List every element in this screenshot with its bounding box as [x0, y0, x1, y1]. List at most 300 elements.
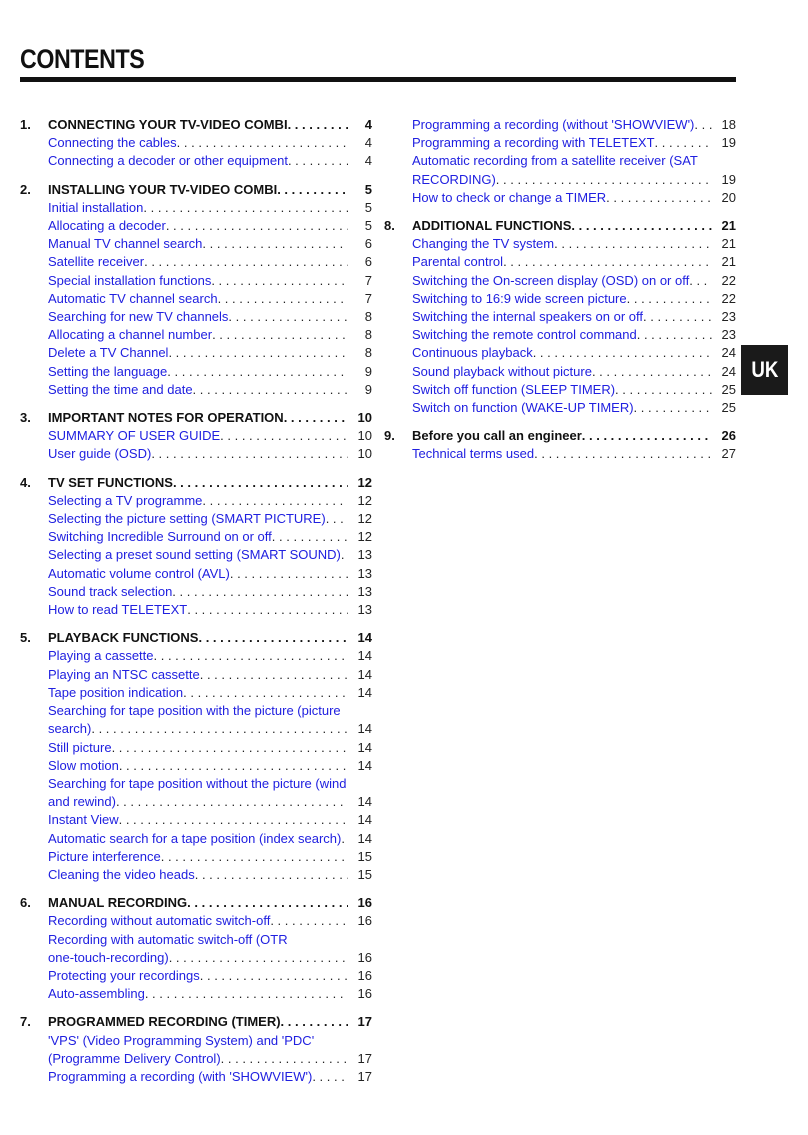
entry-text: [48, 510, 348, 528]
entry-text: [48, 308, 348, 326]
entry-text: [48, 931, 348, 949]
dot-leader: [655, 134, 712, 152]
entry-label: Continuous playback: [412, 345, 533, 361]
entry-text: [48, 565, 348, 583]
toc-entry-line1[interactable]: [384, 152, 736, 170]
toc-entry[interactable]: [384, 290, 736, 308]
entry-text: [48, 409, 348, 427]
entry-label: Setting the time and date: [48, 381, 193, 397]
entry-label: Searching for new TV channels: [48, 309, 229, 325]
dot-leader: [212, 326, 348, 344]
entry-text: [48, 546, 348, 564]
toc-entry[interactable]: [20, 152, 372, 170]
section-number: 1.: [20, 117, 31, 132]
toc-entry[interactable]: [20, 308, 372, 326]
section-heading[interactable]: [20, 181, 372, 199]
entry-label: Special installation functions: [48, 272, 212, 288]
dot-leader: [172, 583, 348, 601]
entry-label: Playing an NTSC cassette: [48, 666, 200, 682]
page-number: 5: [364, 181, 372, 197]
toc-entry[interactable]: [20, 344, 372, 362]
entry-label: Allocating a channel number: [48, 327, 213, 343]
entry-text: [48, 720, 348, 738]
entry-text: [48, 830, 348, 848]
language-tab-label: UK: [750, 357, 779, 382]
entry-label: Switching to 16:9 wide screen picture: [412, 290, 627, 306]
entry-label: Sound track selection: [48, 583, 173, 599]
entry-text: [48, 775, 348, 793]
toc-entry[interactable]: [20, 757, 372, 775]
page-number: 7: [364, 290, 372, 306]
section-title: IMPORTANT NOTES FOR OPERATION: [48, 410, 284, 426]
entry-label: and rewind): [48, 794, 116, 810]
entry-label: Automatic TV channel search: [48, 290, 218, 306]
entry-label: Searching for tape position with the picture (picture: [48, 703, 341, 719]
entry-text: [412, 134, 712, 152]
section-heading[interactable]: [20, 1013, 372, 1031]
section-number: 8.: [384, 218, 395, 234]
section-title: INSTALLING YOUR TV-VIDEO COMBI: [48, 181, 278, 197]
entry-text: [48, 739, 348, 757]
toc-entry[interactable]: [384, 116, 736, 134]
toc-entry-line1[interactable]: [20, 931, 372, 949]
toc-entry[interactable]: [20, 583, 372, 601]
dot-leader: [341, 830, 348, 848]
dot-leader: [592, 363, 712, 381]
toc-entry[interactable]: [384, 189, 736, 207]
page-number: 14: [357, 757, 372, 773]
entry-text: [48, 985, 348, 1003]
entry-text: [412, 308, 712, 326]
toc-column-left: [20, 116, 372, 1096]
toc-entry[interactable]: [20, 134, 372, 152]
entry-label: Protecting your recordings: [48, 967, 200, 983]
page-number: 16: [357, 913, 372, 929]
page-number: 13: [357, 583, 372, 599]
entry-label: Still picture: [48, 739, 112, 755]
entry-label: Selecting the picture setting (SMART PICTURE): [48, 511, 326, 527]
dot-leader: [326, 510, 348, 528]
dot-leader: [615, 381, 712, 399]
entry-label: Switch on function (WAKE-UP TIMER): [412, 400, 634, 416]
entry-label: Tape position indication: [48, 684, 184, 700]
toc-entry-line2[interactable]: [20, 1050, 372, 1068]
entry-label: Instant View: [48, 812, 119, 828]
dot-leader: [151, 445, 348, 463]
page-number: 4: [364, 135, 372, 151]
toc-section: [20, 409, 372, 464]
section-heading[interactable]: [20, 894, 372, 912]
dot-leader: [496, 171, 712, 189]
section-title: Before you call an engineer: [412, 428, 582, 444]
entry-text: [48, 427, 348, 445]
toc-entry[interactable]: [20, 326, 372, 344]
dot-leader: [145, 985, 348, 1003]
entry-text: [48, 1013, 348, 1031]
entry-text: [48, 326, 348, 344]
page-number: 7: [364, 272, 372, 288]
entry-text: [412, 116, 712, 134]
toc-entry[interactable]: [20, 381, 372, 399]
toc-entry[interactable]: [20, 290, 372, 308]
entry-text: [412, 399, 712, 417]
section-title: PLAYBACK FUNCTIONS: [48, 630, 199, 646]
dot-leader: [341, 546, 348, 564]
page-number: 22: [721, 290, 736, 306]
entry-text: [48, 1032, 348, 1050]
toc-entry[interactable]: [384, 445, 736, 463]
dot-leader: [272, 528, 348, 546]
dot-leader: [533, 344, 712, 362]
toc-entry[interactable]: [20, 666, 372, 684]
entry-label: Manual TV channel search: [48, 236, 203, 252]
dot-leader: [689, 272, 712, 290]
toc-entry[interactable]: [20, 528, 372, 546]
entry-text: [412, 427, 712, 445]
section-heading[interactable]: [20, 474, 372, 492]
dot-leader: [169, 949, 348, 967]
toc-entry-line1[interactable]: [20, 775, 372, 793]
entry-text: [412, 290, 712, 308]
section-number: 7.: [20, 1014, 31, 1030]
toc-entry[interactable]: [20, 830, 372, 848]
entry-label: Switch off function (SLEEP TIMER): [412, 381, 616, 397]
entry-label: Cleaning the video heads: [48, 866, 195, 882]
section-heading[interactable]: [20, 409, 372, 427]
page-number: 4: [364, 153, 372, 169]
dot-leader: [91, 720, 348, 738]
toc-entry[interactable]: [384, 235, 736, 253]
toc-entry[interactable]: [20, 985, 372, 1003]
entry-label: Auto-assembling: [48, 986, 145, 1002]
entry-text: [412, 253, 712, 271]
toc-entry[interactable]: [20, 912, 372, 930]
page-number: 21: [721, 236, 736, 252]
page-number: 21: [721, 254, 736, 270]
entry-text: [48, 217, 348, 235]
dot-leader: [112, 739, 348, 757]
entry-label: Switching the internal speakers on or off: [412, 309, 644, 325]
page-number: 8: [364, 345, 372, 361]
page-title: CONTENTS: [20, 44, 145, 74]
dot-leader: [228, 308, 348, 326]
toc-entry[interactable]: [20, 199, 372, 217]
page-number: 10: [357, 410, 372, 426]
section-number: 3.: [20, 410, 31, 426]
dot-leader: [230, 565, 348, 583]
toc-entry[interactable]: [20, 217, 372, 235]
page-number: 8: [364, 327, 372, 343]
dot-leader: [166, 217, 348, 235]
entry-text: [412, 272, 712, 290]
entry-label: Setting the language: [48, 363, 168, 379]
entry-text: [48, 702, 348, 720]
page-number: 10: [357, 428, 372, 444]
page-number: 16: [357, 895, 372, 911]
entry-label: Programming a recording with TELETEXT: [412, 135, 655, 151]
toc-entry[interactable]: [20, 510, 372, 528]
page-number: 14: [357, 630, 372, 646]
entry-text: [412, 445, 712, 463]
toc-section: [384, 217, 736, 417]
dot-leader: [168, 344, 348, 362]
dot-leader: [183, 684, 348, 702]
entry-text: [48, 793, 348, 811]
entry-text: [48, 253, 348, 271]
page-number: 12: [357, 511, 372, 527]
language-tab: [741, 345, 788, 395]
toc-entry[interactable]: [20, 866, 372, 884]
page-number: 10: [357, 446, 372, 462]
toc-entry-line2[interactable]: [384, 171, 736, 189]
page-number: 14: [357, 666, 372, 682]
page-number: 23: [721, 309, 736, 325]
entry-text: [48, 1068, 348, 1086]
section-heading[interactable]: [20, 629, 372, 647]
section-heading[interactable]: [20, 116, 372, 134]
entry-text: [48, 1050, 348, 1068]
dot-leader: [200, 666, 348, 684]
entry-text: [48, 363, 348, 381]
page-number: 8: [364, 309, 372, 325]
page-number: 6: [364, 236, 372, 252]
entry-text: [48, 445, 348, 463]
toc-entry[interactable]: [20, 967, 372, 985]
toc-entry[interactable]: [20, 235, 372, 253]
page-number: 14: [357, 830, 372, 846]
entry-label: Playing a cassette: [48, 648, 154, 664]
entry-label: Switching Incredible Surround on or off: [48, 529, 272, 545]
toc-section: [20, 1013, 372, 1086]
entry-label: 'VPS' (Video Programming System) and 'PDC': [48, 1032, 315, 1048]
entry-text: [412, 381, 712, 399]
toc-entry[interactable]: [384, 344, 736, 362]
entry-text: [48, 967, 348, 985]
toc-entry[interactable]: [384, 272, 736, 290]
entry-label: RECORDING): [412, 171, 496, 187]
toc-entry[interactable]: [384, 381, 736, 399]
entry-label: Initial installation: [48, 199, 144, 215]
dot-leader: [288, 152, 348, 170]
entry-label: Technical terms used: [412, 446, 535, 462]
entry-text: [48, 152, 348, 170]
entry-text: [48, 894, 348, 912]
entry-text: [48, 381, 348, 399]
page-number: 5: [364, 218, 372, 234]
toc-entry[interactable]: [20, 565, 372, 583]
page-number: 19: [721, 171, 736, 187]
section-number: 4.: [20, 474, 31, 490]
page-number: 27: [721, 446, 736, 462]
page-number: 4: [364, 117, 372, 132]
entry-text: [48, 492, 348, 510]
page-number: 16: [357, 967, 372, 983]
dot-leader: [187, 894, 348, 912]
dot-leader: [167, 363, 348, 381]
dot-leader: [694, 116, 712, 134]
dot-leader: [503, 253, 712, 271]
toc-entry[interactable]: [384, 326, 736, 344]
page-number: 23: [721, 327, 736, 343]
page-number: 12: [357, 492, 372, 508]
dot-leader: [220, 427, 348, 445]
toc-entry[interactable]: [20, 492, 372, 510]
section-heading[interactable]: [384, 217, 736, 235]
dot-leader: [143, 199, 348, 217]
dot-leader: [281, 1013, 348, 1031]
entry-text: [48, 474, 348, 492]
entry-text: [412, 189, 712, 207]
page-number: 26: [721, 428, 736, 444]
entry-text: [48, 666, 348, 684]
toc-entry[interactable]: [20, 427, 372, 445]
toc-entry[interactable]: [384, 308, 736, 326]
page-number: 6: [364, 254, 372, 270]
toc-section: [384, 116, 736, 207]
page-number: 12: [357, 529, 372, 545]
entry-label: Recording without automatic switch-off: [48, 913, 271, 929]
toc-entry[interactable]: [20, 1068, 372, 1086]
toc-entry[interactable]: [20, 848, 372, 866]
section-title: PROGRAMMED RECORDING (TIMER): [48, 1014, 281, 1030]
dot-leader: [202, 492, 348, 510]
toc-entry[interactable]: [20, 684, 372, 702]
page-number: 25: [721, 400, 736, 416]
entry-label: Allocating a decoder: [48, 218, 166, 234]
toc-section: [20, 116, 372, 171]
toc-section: [384, 427, 736, 463]
page-number: 17: [357, 1068, 372, 1084]
dot-leader: [554, 235, 712, 253]
dot-leader: [193, 381, 348, 399]
entry-label: Automatic volume control (AVL): [48, 565, 230, 581]
page-number: 20: [721, 189, 736, 205]
entry-text: [412, 217, 712, 235]
entry-text: [412, 326, 712, 344]
entry-label: Slow motion: [48, 757, 119, 773]
page-number: 25: [721, 381, 736, 397]
page-number: 15: [357, 866, 372, 882]
toc-entry[interactable]: [20, 253, 372, 271]
dot-leader: [627, 290, 712, 308]
dot-leader: [200, 967, 348, 985]
entry-label: Programming a recording (with 'SHOWVIEW'): [48, 1068, 313, 1084]
toc-entry[interactable]: [20, 811, 372, 829]
entry-label: User guide (OSD): [48, 446, 152, 462]
entry-text: [48, 116, 348, 134]
dot-leader: [195, 866, 348, 884]
toc-entry[interactable]: [20, 272, 372, 290]
toc-entry[interactable]: [384, 363, 736, 381]
section-heading[interactable]: [384, 427, 736, 445]
entry-text: [48, 344, 348, 362]
page-number: 19: [721, 135, 736, 151]
section-number: 2.: [20, 181, 31, 197]
toc-entry[interactable]: [20, 445, 372, 463]
entry-text: [48, 757, 348, 775]
dot-leader: [634, 399, 712, 417]
title-divider: [20, 77, 736, 82]
dot-leader: [637, 326, 712, 344]
page-number: 9: [364, 363, 372, 379]
dot-leader: [202, 235, 348, 253]
page-number: 17: [357, 1014, 372, 1030]
toc-entry-line2[interactable]: [20, 949, 372, 967]
toc-entry[interactable]: [20, 647, 372, 665]
dot-leader: [198, 629, 348, 647]
section-title: CONNECTING YOUR TV-VIDEO COMBI: [48, 117, 288, 132]
toc-entry[interactable]: [20, 363, 372, 381]
entry-label: Switching the On-screen display (OSD) on or off: [412, 272, 690, 288]
toc-entry-line1[interactable]: [20, 702, 372, 720]
page-number: 15: [357, 848, 372, 864]
entry-text: [412, 152, 712, 170]
page-number: 12: [357, 474, 372, 490]
page-number: 14: [357, 648, 372, 664]
page-number: 14: [357, 739, 372, 755]
entry-label: Selecting a TV programme: [48, 492, 203, 508]
toc-entry-line2[interactable]: [20, 793, 372, 811]
entry-text: [48, 199, 348, 217]
dot-leader: [173, 474, 348, 492]
toc-entry[interactable]: [384, 399, 736, 417]
dot-leader: [534, 445, 712, 463]
page-number: 21: [721, 218, 736, 234]
dot-leader: [221, 1050, 348, 1068]
section-title: ADDITIONAL FUNCTIONS: [412, 218, 572, 234]
dot-leader: [312, 1068, 348, 1086]
toc-entry-line2[interactable]: [20, 720, 372, 738]
entry-label: Sound playback without picture: [412, 363, 592, 379]
section-number: 5.: [20, 630, 31, 646]
page-number: 22: [721, 272, 736, 288]
entry-label: (Programme Delivery Control): [48, 1050, 221, 1066]
entry-text: [48, 629, 348, 647]
dot-leader: [154, 647, 348, 665]
entry-text: [48, 848, 348, 866]
dot-leader: [582, 427, 712, 445]
page-number: 16: [357, 986, 372, 1002]
toc-entry[interactable]: [20, 601, 372, 619]
entry-text: [48, 601, 348, 619]
entry-label: Connecting the cables: [48, 135, 177, 151]
toc-entry[interactable]: [384, 134, 736, 152]
dot-leader: [277, 181, 348, 199]
entry-label: Programming a recording (without 'SHOWVIEW'): [412, 117, 695, 132]
entry-text: [48, 272, 348, 290]
entry-text: [48, 528, 348, 546]
toc-section: [20, 629, 372, 884]
page-number: 14: [357, 684, 372, 700]
dot-leader: [288, 116, 348, 134]
page-number: 9: [364, 381, 372, 397]
entry-text: [48, 912, 348, 930]
toc-entry[interactable]: [384, 253, 736, 271]
dot-leader: [187, 601, 348, 619]
entry-text: [412, 235, 712, 253]
entry-label: one-touch-recording): [48, 949, 169, 965]
dot-leader: [116, 793, 348, 811]
page-number: 14: [357, 721, 372, 737]
entry-text: [48, 647, 348, 665]
page-number: 13: [357, 602, 372, 618]
toc-entry[interactable]: [20, 739, 372, 757]
dot-leader: [119, 811, 348, 829]
entry-label: Picture interference: [48, 848, 161, 864]
toc-entry[interactable]: [20, 546, 372, 564]
toc-entry-line1[interactable]: [20, 1032, 372, 1050]
toc-section: [20, 474, 372, 620]
